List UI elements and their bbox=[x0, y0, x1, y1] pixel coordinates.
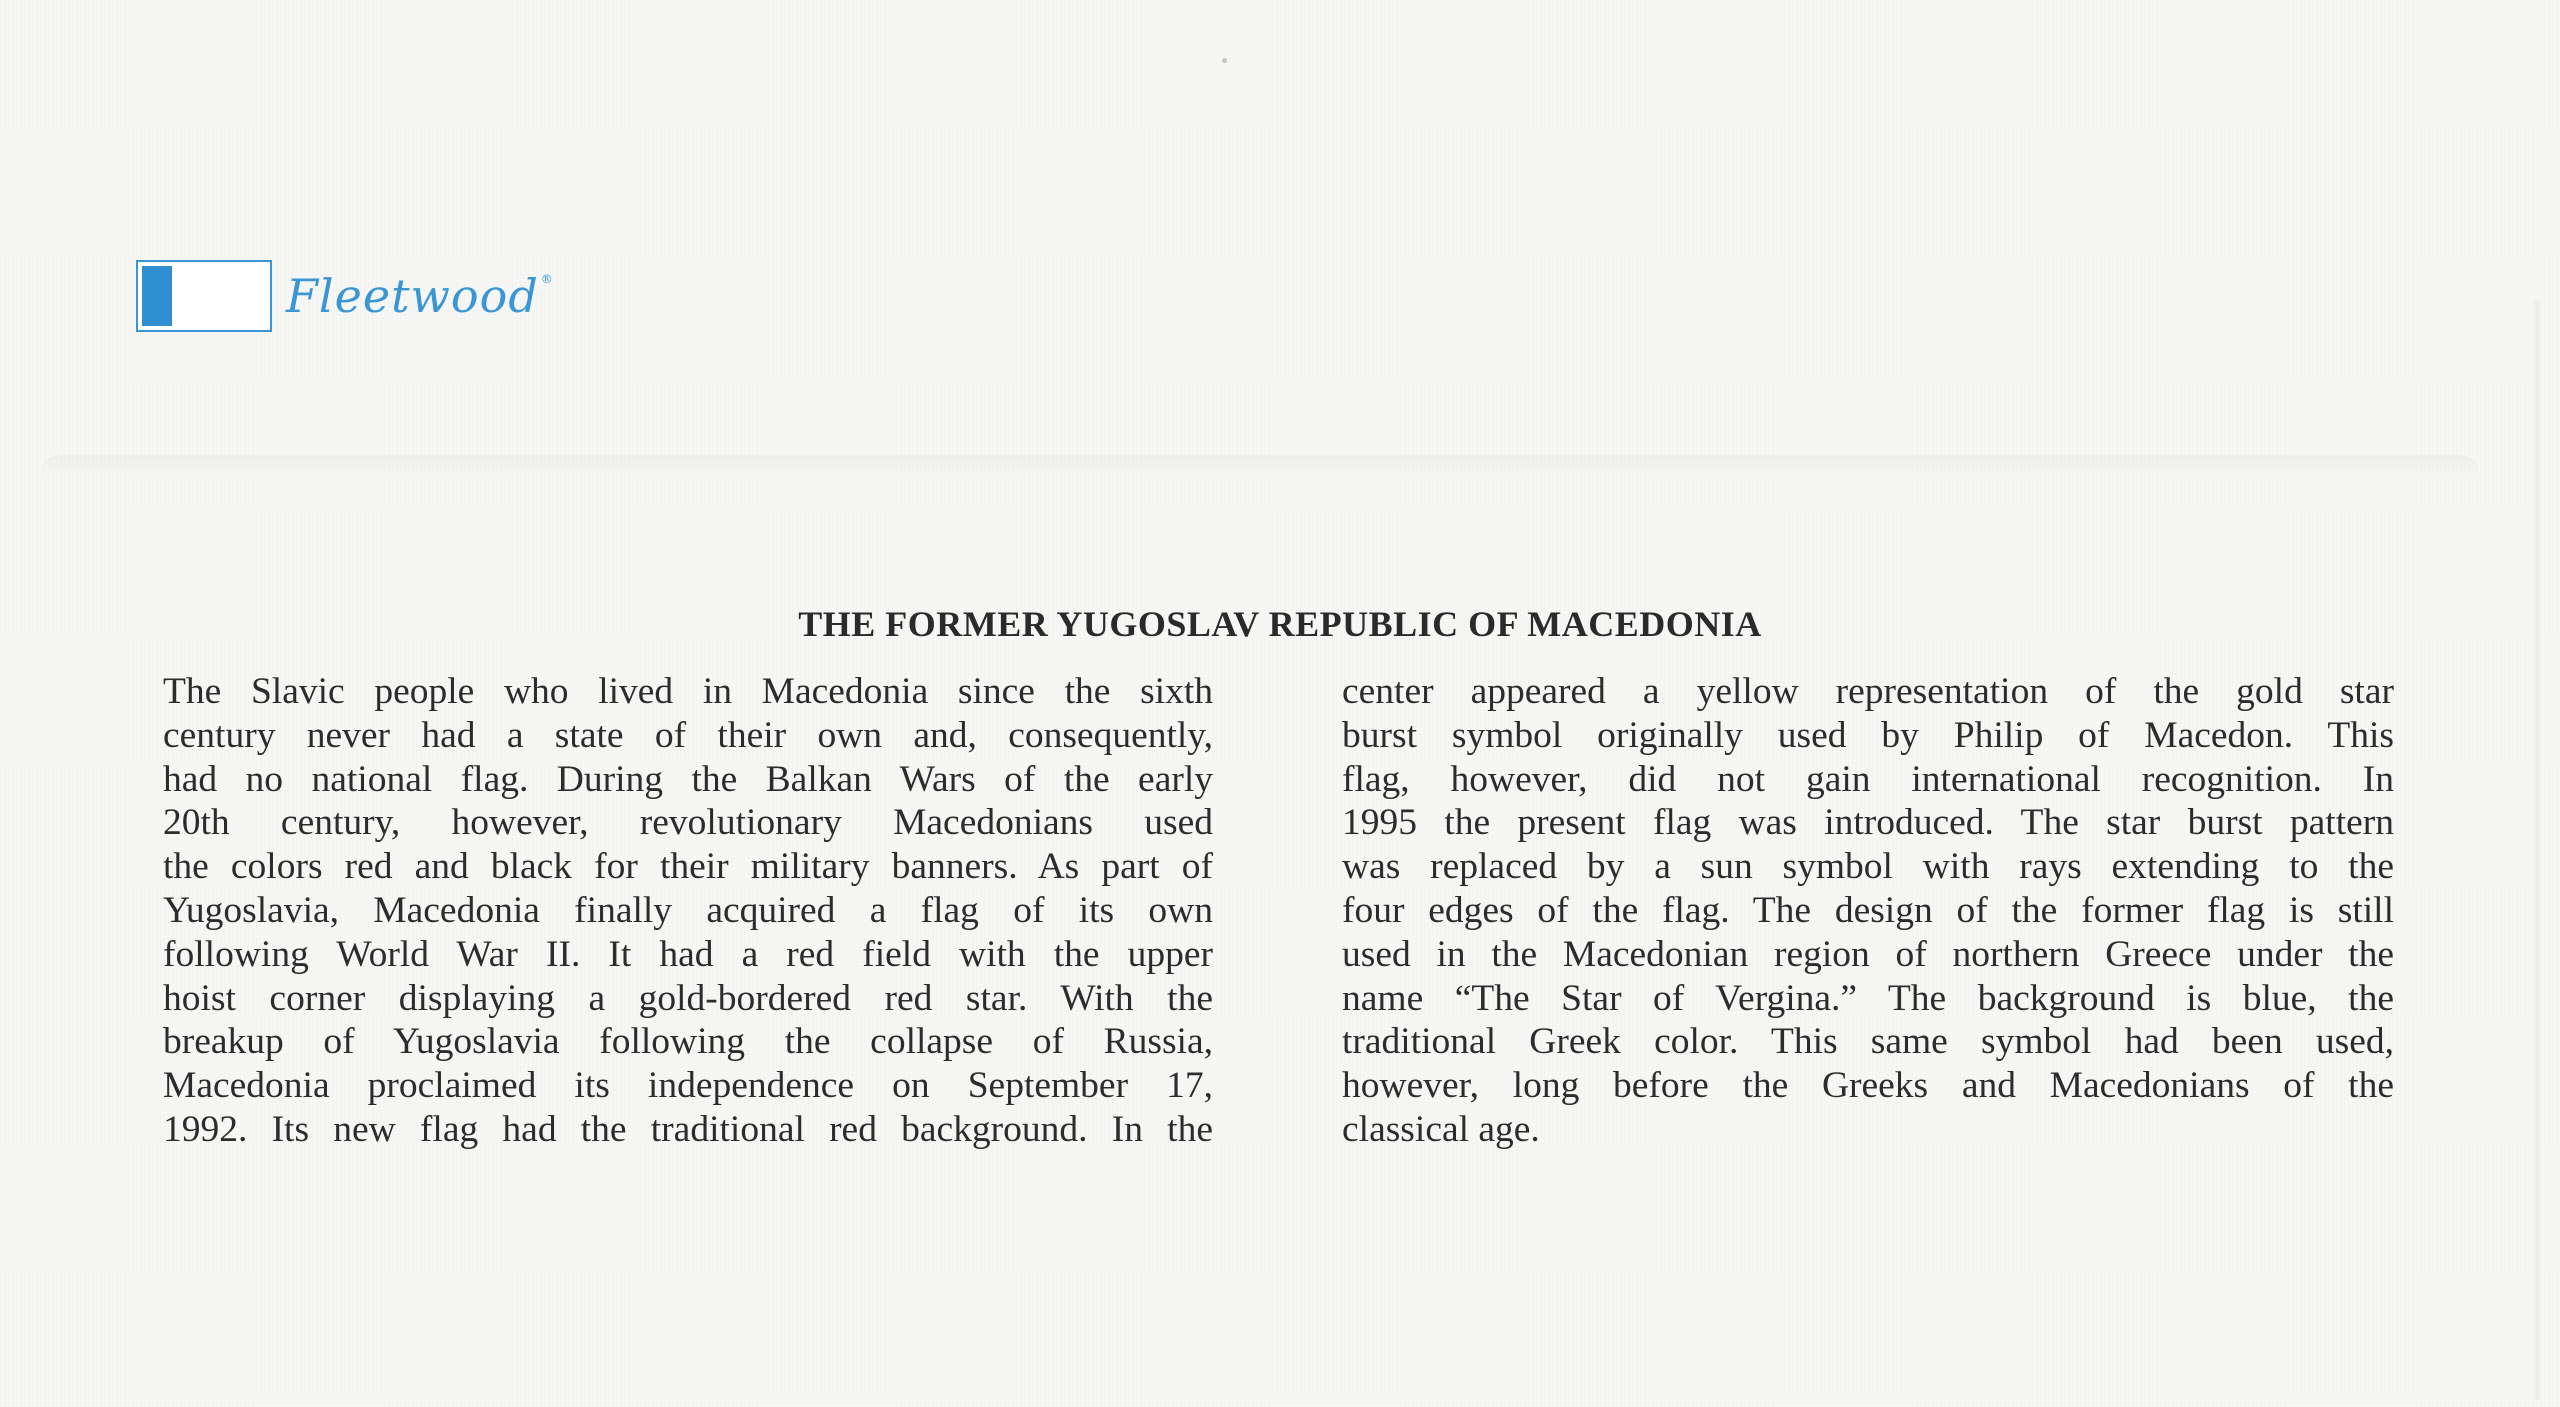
envelope-flap-edge bbox=[2532, 300, 2542, 1400]
text-line: breakup of Yugoslavia following the collapse of Russia, bbox=[163, 1021, 1213, 1063]
logo-box-fill bbox=[142, 266, 172, 326]
paper-speck bbox=[1222, 58, 1227, 63]
text-line: hoist corner displaying a gold-bordered red star. With the bbox=[163, 977, 1213, 1019]
text-line: The Slavic people who lived in Macedonia since the sixth bbox=[163, 671, 1213, 712]
text-line: century never had a state of their own and, consequently, bbox=[163, 714, 1213, 756]
text-line: Yugoslavia, Macedonia finally acquired a flag of its own bbox=[163, 889, 1213, 931]
text-line: was replaced by a sun symbol with rays extending to the bbox=[1342, 846, 2394, 888]
article-title: THE FORMER YUGOSLAV REPUBLIC OF MACEDONIA bbox=[798, 604, 1762, 644]
text-line: 20th century, however, revolutionary Macedonians used bbox=[163, 802, 1213, 844]
logo-wordmark bbox=[286, 269, 554, 323]
logo-box-icon bbox=[136, 260, 272, 332]
text-line: classical age. bbox=[1342, 1108, 1540, 1150]
text-line: the colors red and black for their military banners. As part of bbox=[163, 846, 1213, 888]
text-line: burst symbol originally used by Philip of Macedon. This bbox=[1342, 714, 2394, 756]
text-line: Macedonia proclaimed its independence on September 17, bbox=[163, 1065, 1213, 1107]
article-right-column bbox=[1342, 670, 2394, 1152]
article-left-column bbox=[163, 670, 1213, 1152]
text-line: 1992. Its new flag had the traditional red background. In the bbox=[163, 1108, 1213, 1150]
text-line: used in the Macedonian region of northern Greece under the bbox=[1342, 933, 2394, 975]
fleetwood-logo bbox=[136, 260, 554, 332]
text-line: traditional Greek color. This same symbol had been used, bbox=[1342, 1021, 2394, 1063]
text-line: 1995 the present flag was introduced. The star burst pattern bbox=[1342, 802, 2394, 844]
registered-mark: ® bbox=[540, 272, 554, 286]
text-line: four edges of the flag. The design of the former flag is still bbox=[1342, 889, 2394, 931]
text-line: name “The Star of Vergina.” The background is blue, the bbox=[1342, 977, 2394, 1019]
text-line: flag, however, did not gain international recognition. In bbox=[1342, 758, 2394, 800]
text-line: center appeared a yellow representation of the gold star bbox=[1342, 671, 2394, 712]
envelope-flap-fold bbox=[40, 455, 2480, 475]
logo-brand-text: Fleetwood bbox=[286, 269, 539, 323]
text-line: following World War II. It had a red field with the upper bbox=[163, 933, 1213, 975]
text-line: however, long before the Greeks and Macedonians of the bbox=[1342, 1065, 2394, 1107]
text-line: had no national flag. During the Balkan Wars of the early bbox=[163, 758, 1213, 800]
